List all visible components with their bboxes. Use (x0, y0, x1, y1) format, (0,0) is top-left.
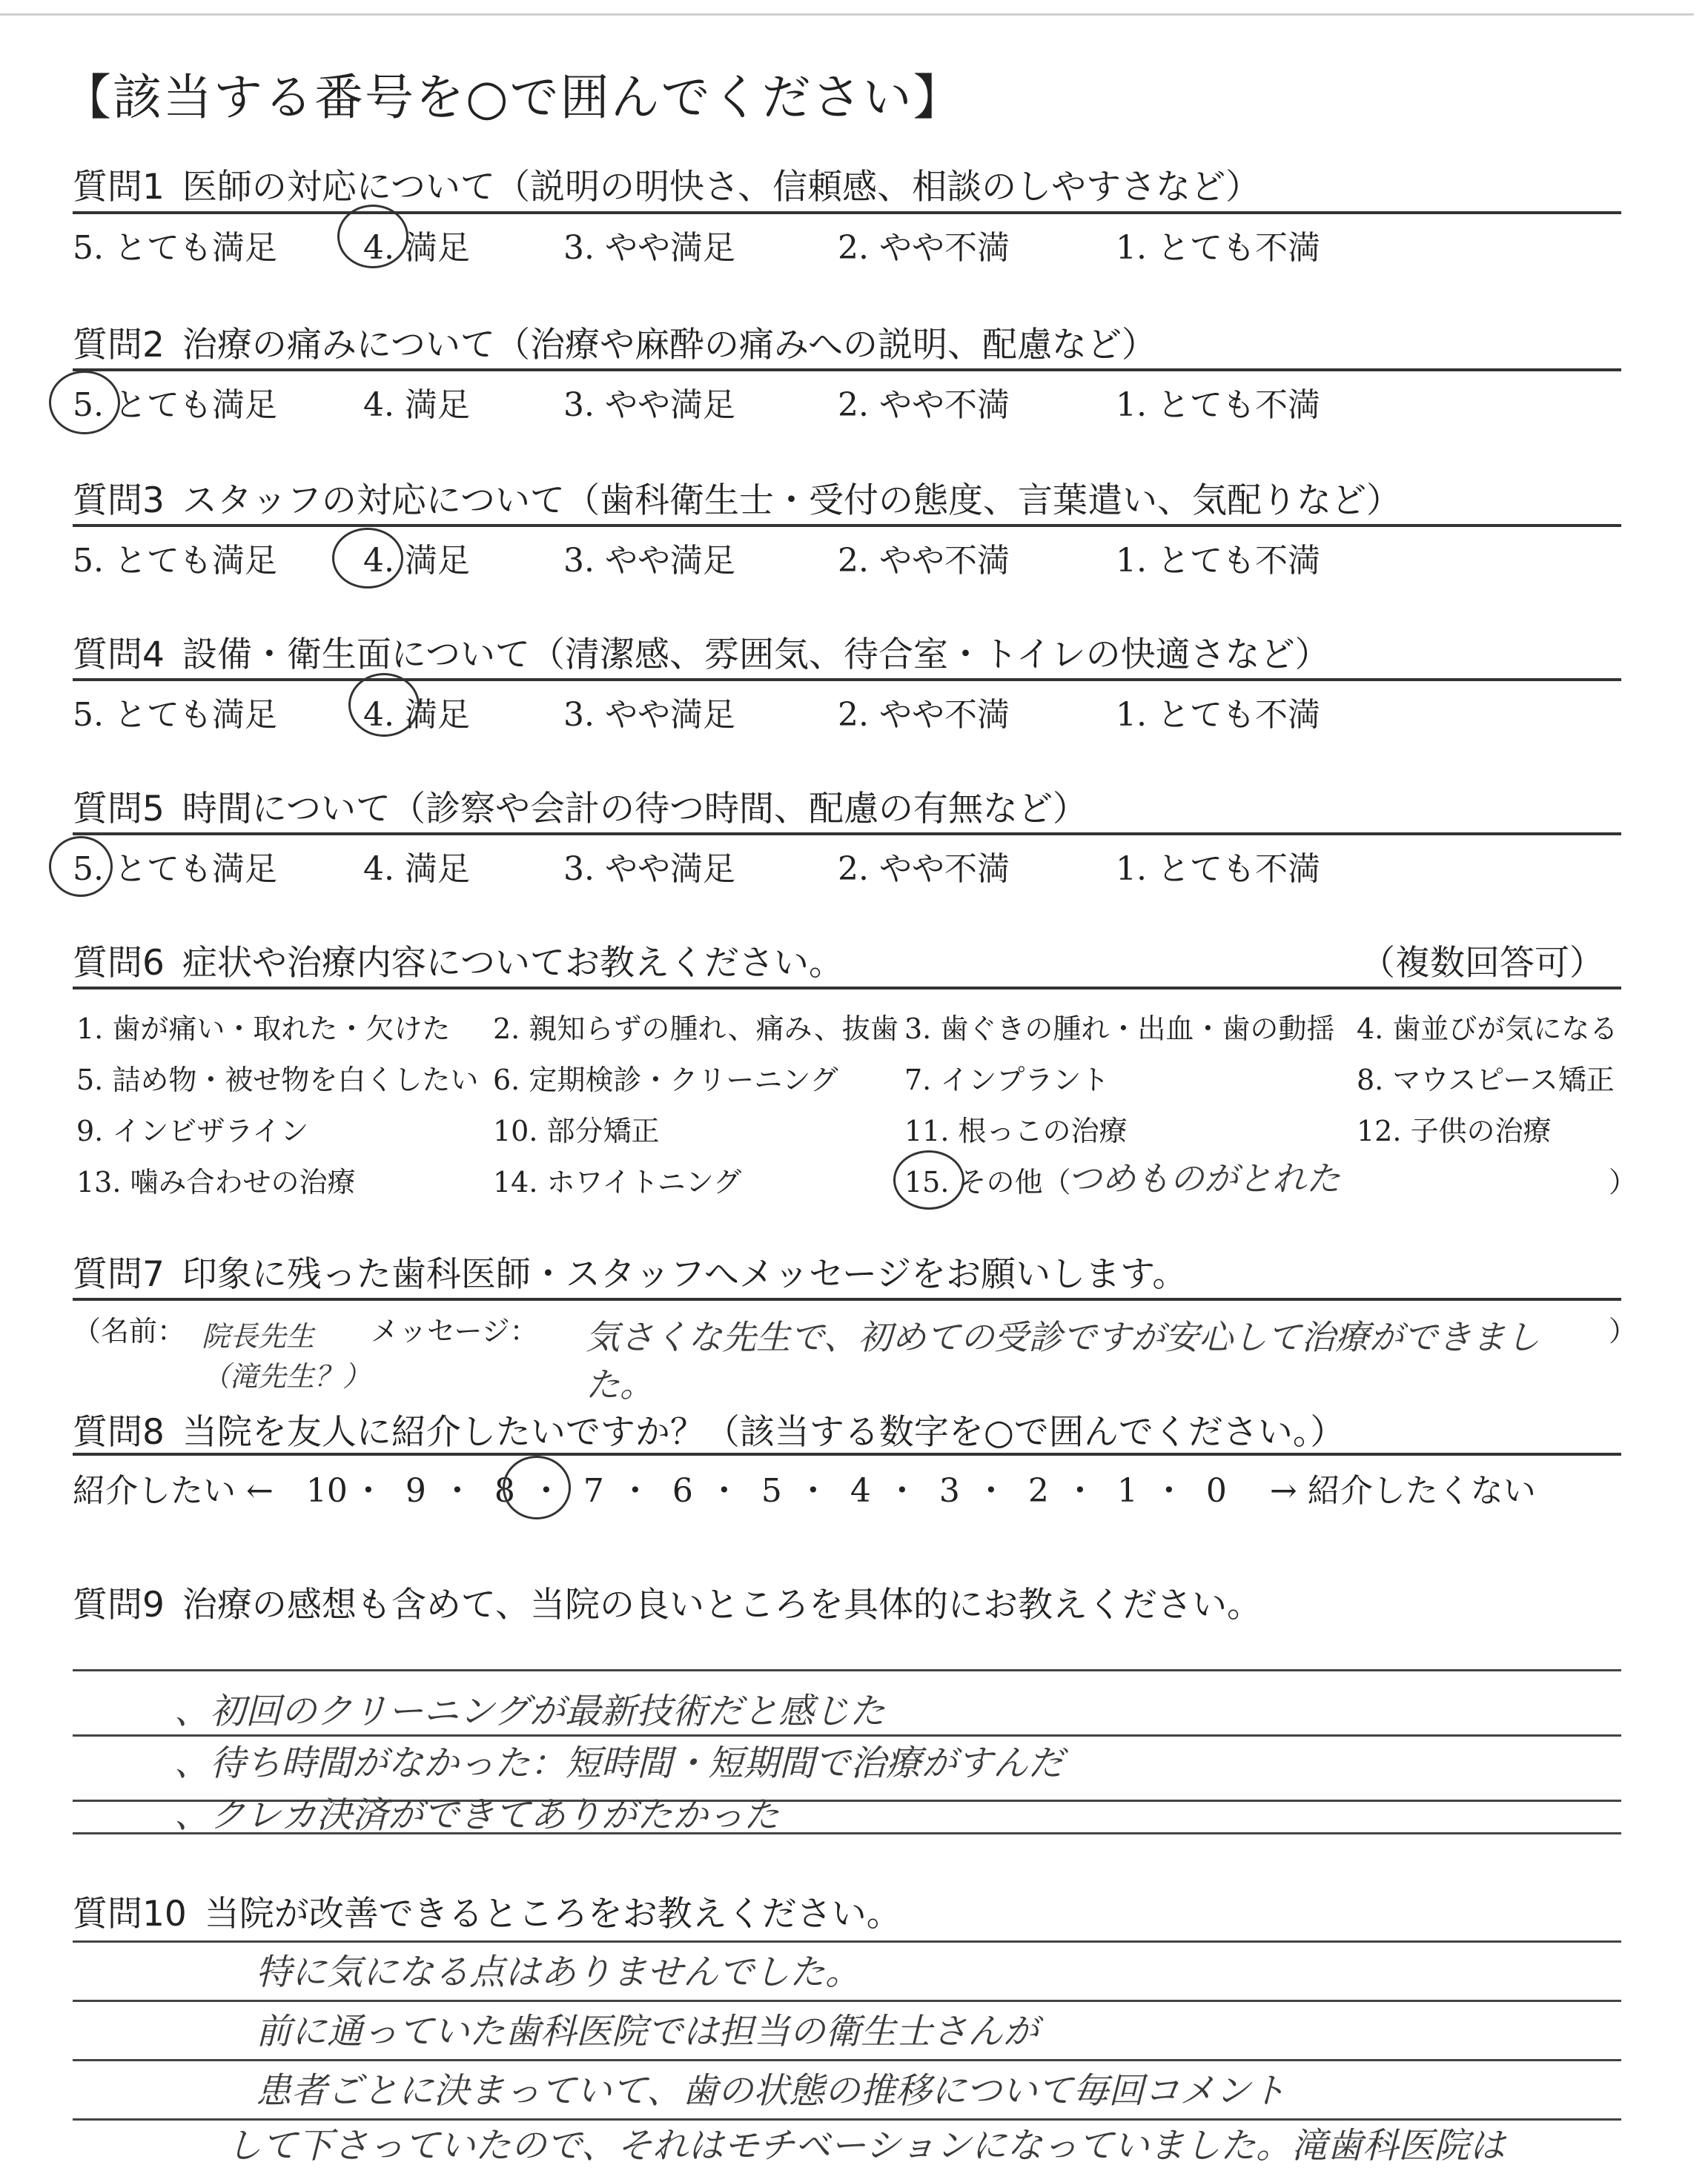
q1-option-1[interactable]: 1. とても不満 (1116, 229, 1320, 267)
divider (73, 211, 1621, 214)
q3-option-3[interactable]: 3. やや満足 (563, 542, 735, 580)
q6-other-answer: つめものがとれた (1068, 1158, 1340, 1199)
q2-option-3[interactable]: 3. やや満足 (563, 386, 735, 424)
q6-item-6[interactable]: 6. 定期検診・クリーニング (493, 1064, 838, 1096)
q6-item-15[interactable]: 15. その他（ (904, 1166, 1071, 1199)
scale-right-label: → 紹介したくない (1269, 1472, 1536, 1510)
scale-2[interactable]: 2 (1027, 1472, 1049, 1510)
question-number: 質問10 (73, 1894, 187, 1935)
q3-option-1[interactable]: 1. とても不満 (1116, 542, 1320, 580)
divider (73, 832, 1621, 835)
question-text: 医師の対応について（説明の明快さ、信頼感、相談のしやすさなど） (182, 167, 1261, 208)
scale-8[interactable]: 8 (494, 1472, 515, 1510)
divider (73, 1298, 1621, 1301)
q10-answer-4: して下さっていたので、それはモチベーションになっていました。滝歯科医院は (226, 2125, 1506, 2167)
multiple-answer-note: （複数回答可） (1360, 943, 1604, 984)
question-number: 質問8 (73, 1412, 165, 1453)
q4-option-3[interactable]: 3. やや満足 (563, 696, 735, 734)
q4-option-2[interactable]: 2. やや不満 (838, 696, 1010, 734)
selection-circle (332, 528, 403, 589)
scale-4[interactable]: 4 (850, 1472, 871, 1510)
q6-item-7[interactable]: 7. インプラント (904, 1064, 1110, 1096)
q6-item-4[interactable]: 4. 歯並びが気になる (1357, 1012, 1618, 1045)
q6-item-14[interactable]: 14. ホワイトニング (493, 1166, 742, 1199)
q1-option-3[interactable]: 3. やや満足 (563, 229, 735, 267)
q5-option-1[interactable]: 1. とても不満 (1116, 850, 1320, 888)
scale-6[interactable]: 6 (672, 1472, 693, 1510)
divider (73, 368, 1621, 371)
scale-9[interactable]: 9 (405, 1472, 426, 1510)
answer-line (73, 2000, 1621, 2002)
question-number: 質問5 (73, 789, 165, 829)
q10-answer-2: 前に通っていた歯科医院では担当の衛生士さんが (256, 2011, 1039, 2052)
divider (73, 524, 1621, 527)
q4-option-5[interactable]: 5. とても満足 (73, 696, 277, 734)
question-number: 質問4 (73, 634, 165, 675)
selection-circle (348, 673, 420, 737)
question-1-title (73, 159, 1260, 209)
question-2-title (73, 317, 1156, 367)
scale-3[interactable]: 3 (939, 1472, 960, 1510)
question-text: 印象に残った歯科医師・スタッフへメッセージをお願いします。 (182, 1254, 1188, 1295)
question-number: 質問2 (73, 325, 165, 365)
q10-answer-3: 患者ごとに決まっていて、歯の状態の推移について毎回コメント (256, 2070, 1287, 2112)
q7-close-paren: ） (1609, 1315, 1638, 1347)
q6-item-1[interactable]: 1. 歯が痛い・取れた・欠けた (76, 1012, 451, 1045)
question-text: 時間について（診察や会計の待つ時間、配慮の有無など） (182, 789, 1088, 829)
scale-5[interactable]: 5 (761, 1472, 782, 1510)
message-value: 気さくな先生で、初めての受診ですが安心して治療ができました。 (586, 1317, 1540, 1405)
selection-circle (893, 1150, 964, 1210)
answer-line (73, 1669, 1621, 1671)
selection-circle (337, 205, 408, 268)
q2-option-5[interactable]: 5. とても満足 (73, 386, 277, 424)
scale-1[interactable]: 1 (1116, 1472, 1138, 1510)
question-5-title (73, 781, 1088, 831)
q9-answer-2: 、待ち時間がなかった：短時間・短期間で治療がすんだ (174, 1743, 1065, 1784)
q5-option-5[interactable]: 5. とても満足 (73, 850, 277, 888)
q10-answer-1: 特に気になる点はありませんでした。 (256, 1952, 861, 1993)
q6-close-paren: ） (1609, 1166, 1638, 1199)
q4-option-1[interactable]: 1. とても不満 (1116, 696, 1320, 734)
q6-item-9[interactable]: 9. インビザライン (76, 1115, 309, 1147)
scale-7[interactable]: 7 (583, 1472, 604, 1510)
name-label: （名前： (73, 1315, 186, 1347)
q4-option-4[interactable]: 4. 満足 (363, 696, 470, 734)
selection-circle (49, 836, 113, 897)
question-text: 設備・衛生面について（清潔感、雰囲気、待合室・トイレの快適さなど） (182, 634, 1330, 675)
q5-option-3[interactable]: 3. やや満足 (563, 850, 735, 888)
question-text: 当院が改善できるところをお教えください。 (204, 1894, 901, 1935)
page-header: 【該当する番号を○で囲んでください】 (62, 69, 964, 126)
q6-item-5[interactable]: 5. 詰め物・被せ物を白くしたい (76, 1064, 479, 1096)
name-value-note: （滝先生？） (202, 1360, 371, 1393)
question-6-title (73, 935, 844, 985)
name-value: 院長先生 (202, 1320, 315, 1353)
q2-option-2[interactable]: 2. やや不満 (838, 386, 1010, 424)
question-text: 治療の痛みについて（治療や麻酔の痛みへの説明、配慮など） (182, 325, 1157, 365)
q5-option-4[interactable]: 4. 満足 (363, 850, 470, 888)
question-text: スタッフの対応について（歯科衛生士・受付の態度、言葉遣い、気配りなど） (182, 480, 1401, 521)
question-8-title (73, 1405, 1345, 1454)
question-number: 質問1 (73, 167, 165, 208)
top-border (0, 13, 1694, 16)
question-number: 質問3 (73, 480, 165, 521)
q6-item-3[interactable]: 3. 歯ぐきの腫れ・出血・歯の動揺 (904, 1012, 1335, 1045)
question-9-title (73, 1577, 1262, 1627)
scale-0[interactable]: 0 (1205, 1472, 1227, 1510)
q1-option-5[interactable]: 5. とても満足 (73, 229, 277, 267)
q3-option-4[interactable]: 4. 満足 (363, 542, 470, 580)
recommendation-scale: 紹介したい ← 10 ・ 9 ・ 8 ・ 7 ・ 6 ・ 5 ・ 4 ・ 3 ・ 2 ・ 1 ・ 0 → 紹介したくない (73, 1464, 1536, 1511)
q9-answer-3: 、クレカ決済ができてありがたかった (174, 1794, 780, 1836)
q6-item-2[interactable]: 2. 親知らずの腫れ、痛み、抜歯 (493, 1012, 898, 1045)
divider (73, 1453, 1621, 1456)
question-number: 質問6 (73, 943, 165, 984)
question-3-title (73, 473, 1401, 523)
question-number: 質問9 (73, 1585, 165, 1625)
q6-item-10[interactable]: 10. 部分矯正 (493, 1115, 660, 1147)
scale-10[interactable]: 10 (305, 1472, 348, 1510)
q6-item-12[interactable]: 12. 子供の治療 (1357, 1115, 1552, 1147)
question-10-title (73, 1886, 901, 1936)
divider (73, 987, 1621, 989)
message-label: メッセージ： (371, 1315, 538, 1347)
question-text: 当院を友人に紹介したいですか？（該当する数字を○で囲んでください。） (182, 1412, 1345, 1453)
q1-option-4[interactable]: 4. 満足 (363, 229, 470, 267)
q9-answer-1: 、初回のクリーニングが最新技術だと感じた (174, 1691, 886, 1732)
q3-option-5[interactable]: 5. とても満足 (73, 542, 277, 580)
question-text: 症状や治療内容についてお教えください。 (182, 943, 844, 984)
q3-option-2[interactable]: 2. やや不満 (838, 542, 1010, 580)
q6-item-13[interactable]: 13. 噛み合わせの治療 (76, 1166, 356, 1199)
selection-circle (49, 371, 120, 434)
q6-item-11[interactable]: 11. 根っこの治療 (904, 1115, 1128, 1147)
question-text: 治療の感想も含めて、当院の良いところを具体的にお教えください。 (182, 1585, 1262, 1625)
q6-item-8[interactable]: 8. マウスピース矯正 (1357, 1064, 1615, 1096)
scale-left-label: 紹介したい ← (73, 1472, 274, 1510)
q2-option-4[interactable]: 4. 満足 (363, 386, 470, 424)
question-7-title (73, 1247, 1187, 1296)
question-4-title (73, 627, 1330, 677)
question-number: 質問7 (73, 1254, 165, 1295)
divider (73, 678, 1621, 681)
answer-line (73, 2059, 1621, 2061)
selection-circle (503, 1456, 571, 1519)
answer-line (73, 1940, 1621, 1943)
q2-option-1[interactable]: 1. とても不満 (1116, 386, 1320, 424)
q5-option-2[interactable]: 2. やや不満 (838, 850, 1010, 888)
q1-option-2[interactable]: 2. やや不満 (838, 229, 1010, 267)
